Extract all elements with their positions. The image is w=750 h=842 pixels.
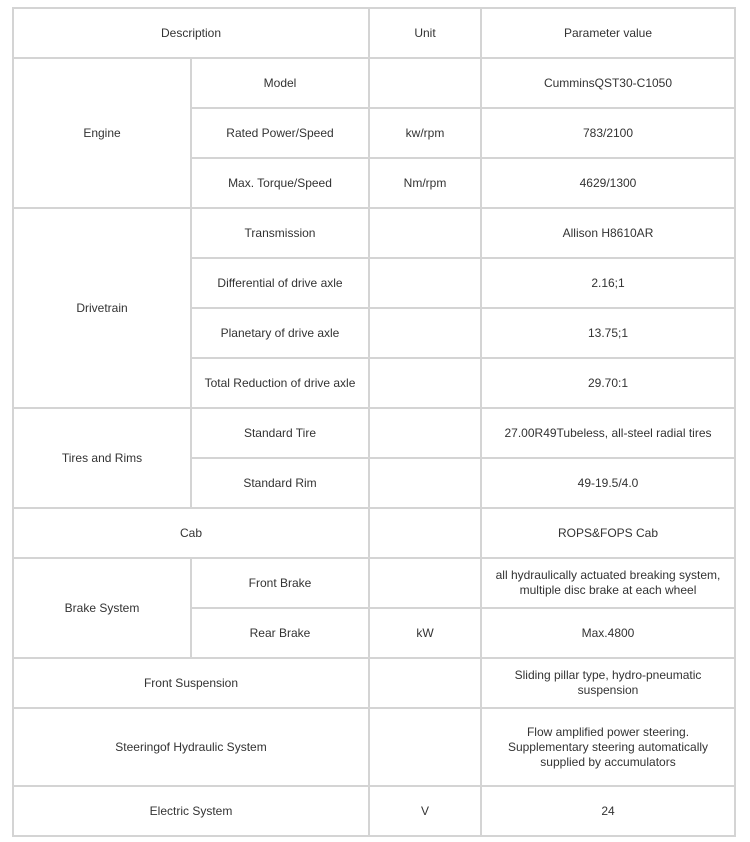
param-label: Standard Rim xyxy=(191,458,369,508)
param-label: Transmission xyxy=(191,208,369,258)
param-label: Differential of drive axle xyxy=(191,258,369,308)
param-label: Electric System xyxy=(13,786,369,836)
group-tires-rims: Tires and Rims xyxy=(13,408,191,508)
table-row xyxy=(13,508,735,558)
param-label: Rear Brake xyxy=(191,608,369,658)
table-row xyxy=(13,558,735,608)
param-label: Front Suspension xyxy=(13,658,369,708)
param-unit: V xyxy=(369,786,481,836)
param-value: 13.75;1 xyxy=(481,308,735,358)
header-unit: Unit xyxy=(369,8,481,58)
table-row xyxy=(13,786,735,836)
group-brake-system: Brake System xyxy=(13,558,191,658)
param-unit xyxy=(369,558,481,608)
table-row xyxy=(13,208,735,258)
param-label: Planetary of drive axle xyxy=(191,308,369,358)
param-value: 2.16;1 xyxy=(481,258,735,308)
param-label: Model xyxy=(191,58,369,108)
param-label: Front Brake xyxy=(191,558,369,608)
param-unit xyxy=(369,358,481,408)
param-value: 24 xyxy=(481,786,735,836)
param-value: CumminsQST30-C1050 xyxy=(481,58,735,108)
param-unit: kW xyxy=(369,608,481,658)
param-value: ROPS&FOPS Cab xyxy=(481,508,735,558)
param-unit xyxy=(369,208,481,258)
param-unit xyxy=(369,658,481,708)
param-value: Allison H8610AR xyxy=(481,208,735,258)
param-value: Flow amplified power steering. Supplementary steering automatically supplied by accumulators xyxy=(481,708,735,786)
param-value: Sliding pillar type, hydro-pneumatic suspension xyxy=(481,658,735,708)
param-unit xyxy=(369,58,481,108)
param-unit xyxy=(369,458,481,508)
param-value: 29.70:1 xyxy=(481,358,735,408)
header-description: Description xyxy=(13,8,369,58)
table-row xyxy=(13,708,735,786)
table-row xyxy=(13,658,735,708)
param-unit xyxy=(369,708,481,786)
param-value: 783/2100 xyxy=(481,108,735,158)
param-unit: Nm/rpm xyxy=(369,158,481,208)
param-unit xyxy=(369,508,481,558)
group-drivetrain: Drivetrain xyxy=(13,208,191,408)
param-label: Total Reduction of drive axle xyxy=(191,358,369,408)
param-value: 4629/1300 xyxy=(481,158,735,208)
table-row xyxy=(13,58,735,108)
param-value: 49-19.5/4.0 xyxy=(481,458,735,508)
param-unit: kw/rpm xyxy=(369,108,481,158)
spec-table xyxy=(12,7,736,837)
param-unit xyxy=(369,308,481,358)
param-unit xyxy=(369,408,481,458)
header-row xyxy=(13,8,735,58)
param-label: Steeringof Hydraulic System xyxy=(13,708,369,786)
param-value: 27.00R49Tubeless, all-steel radial tires xyxy=(481,408,735,458)
param-label: Cab xyxy=(13,508,369,558)
param-unit xyxy=(369,258,481,308)
param-label: Standard Tire xyxy=(191,408,369,458)
param-value: all hydraulically actuated breaking system, multiple disc brake at each wheel xyxy=(481,558,735,608)
param-label: Rated Power/Speed xyxy=(191,108,369,158)
param-value: Max.4800 xyxy=(481,608,735,658)
param-label: Max. Torque/Speed xyxy=(191,158,369,208)
group-engine: Engine xyxy=(13,58,191,208)
table-row xyxy=(13,408,735,458)
header-value: Parameter value xyxy=(481,8,735,58)
